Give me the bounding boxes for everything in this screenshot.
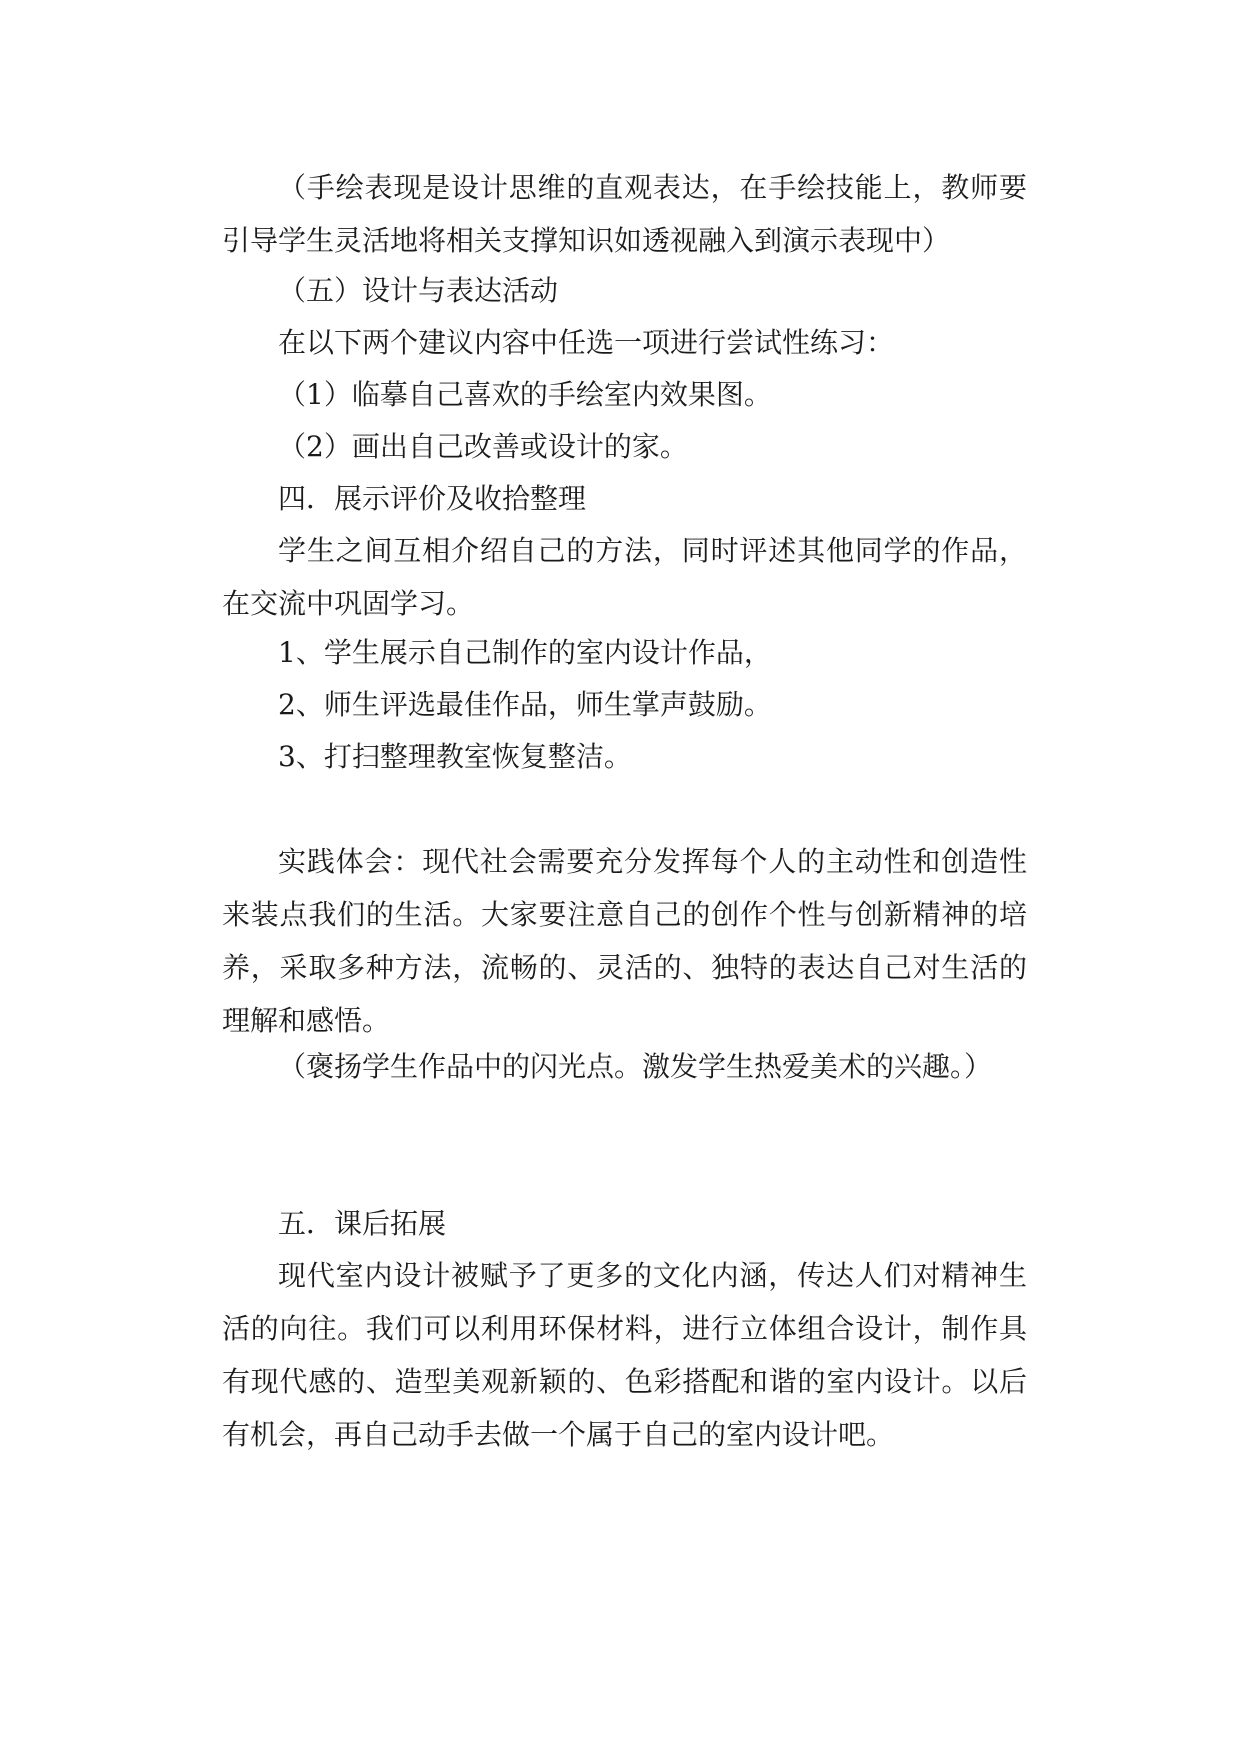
evaluation-step-3: 3、打扫整理教室恢复整洁。 <box>278 740 632 773</box>
teacher-note-praise: （褒扬学生作品中的闪光点。激发学生热爱美术的兴趣。） <box>278 1050 993 1083</box>
activity-option-2: （2）画出自己改善或设计的家。 <box>278 430 688 463</box>
evaluation-step-1: 1、学生展示自己制作的室内设计作品， <box>278 636 772 669</box>
activity-instruction: 在以下两个建议内容中任选一项进行尝试性练习： <box>278 326 895 359</box>
evaluation-intro: 学生之间互相介绍自己的方法，同时评述其他同学的作品，在交流中巩固学习。 <box>222 534 1027 620</box>
teacher-note-hand-drawing: （手绘表现是设计思维的直观表达，在手绘技能上，教师要引导学生灵活地将相关支撑知识如透视融入到演示表现中） <box>222 171 1027 257</box>
evaluation-step-2: 2、师生评选最佳作品，师生掌声鼓励。 <box>278 688 772 721</box>
section-heading-evaluation: 四．展示评价及收拾整理 <box>278 482 587 515</box>
practice-reflection: 实践体会：现代社会需要充分发挥每个人的主动性和创造性来装点我们的生活。大家要注意自己的创作个性与创新精神的培养，采取多种方法，流畅的、灵活的、独特的表达自己对生活的理解和感悟。 <box>222 845 1027 1037</box>
extension-body: 现代室内设计被赋予了更多的文化内涵，传达人们对精神生活的向往。我们可以利用环保材料，进行立体组合设计，制作具有现代感的、造型美观新颖的、色彩搭配和谐的室内设计。以后有机会，再自己动手去做一个属于自己的室内设计吧。 <box>222 1259 1027 1451</box>
activity-option-1: （1）临摹自己喜欢的手绘室内效果图。 <box>278 378 772 411</box>
section-heading-design-activity: （五）设计与表达活动 <box>278 274 559 307</box>
section-heading-extension: 五．课后拓展 <box>278 1207 447 1240</box>
